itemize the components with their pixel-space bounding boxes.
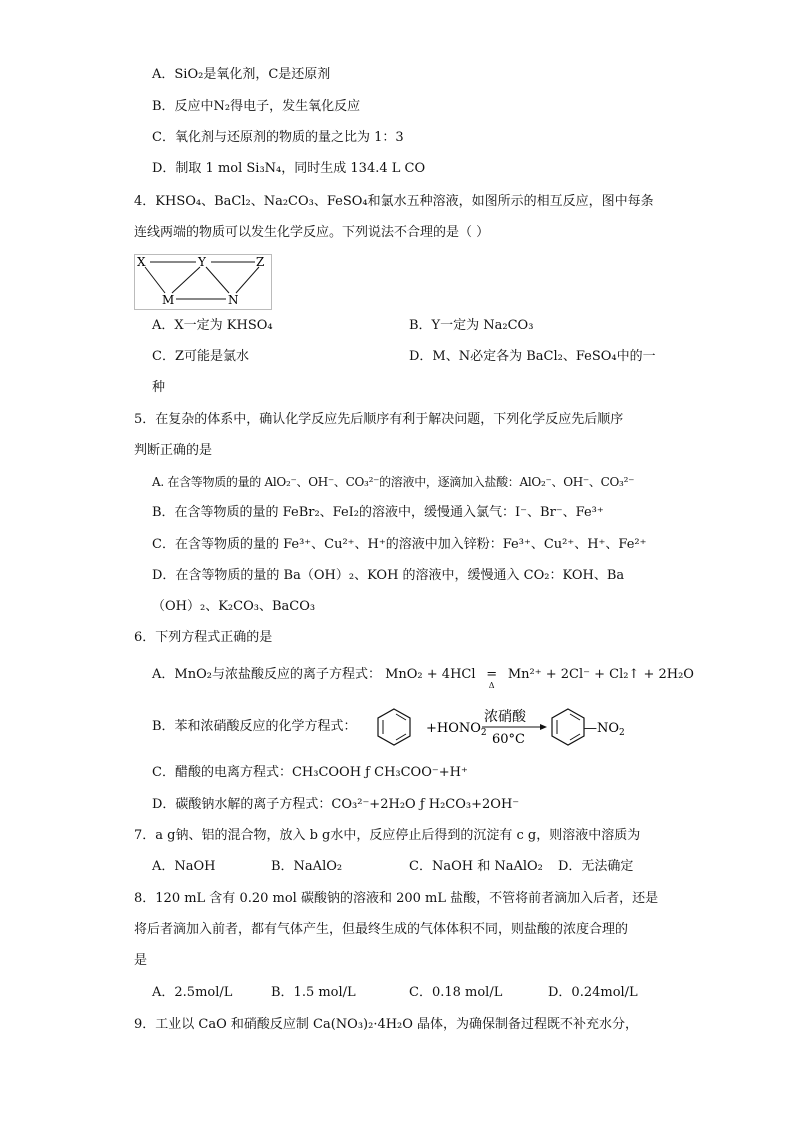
q4-stem-line1: 4．KHSO₄、BaCl₂、Na₂CO₃、FeSO₄和氯水五种溶液，如图所示的相互反应，图中每条 bbox=[134, 194, 654, 209]
q5-stem-line1: 5．在复杂的体系中，确认化学反应先后顺序有利于解决问题，下列化学反应先后顺序 bbox=[134, 412, 624, 427]
edge-z-n bbox=[236, 267, 259, 293]
q4-stem-line2: 连线两端的物质可以发生化学反应。下列说法不合理的是（ ） bbox=[134, 225, 490, 240]
q8-stem-line2: 将后者滴加入前者，都有气体产生，但最终生成的气体体积不同，则盐酸的浓度合理的 bbox=[134, 922, 629, 937]
q5-option-c: C．在含等物质的量的 Fe³⁺、Cu²⁺、H⁺的溶液中加入锌粉：Fe³⁺、Cu²⁺、H⁺、Fe²⁺ bbox=[152, 537, 647, 552]
node-n: N bbox=[228, 293, 239, 307]
q4-option-d-line1: D．M、N必定各为 BaCl₂、FeSO₄中的一 bbox=[409, 349, 656, 364]
q7-option-a: A．NaOH bbox=[152, 859, 216, 874]
edge-y-n bbox=[206, 267, 229, 293]
reaction-arrowhead-icon bbox=[540, 724, 547, 730]
q6-option-b-equation bbox=[372, 704, 662, 750]
q4-option-d-line2: 种 bbox=[152, 380, 166, 395]
edge-y-m bbox=[172, 267, 200, 293]
q3-option-b: B．反应中N₂得电子，发生氧化反应 bbox=[152, 99, 361, 114]
node-y: Y bbox=[198, 255, 206, 269]
q6-a-right: Mn²⁺ + 2Cl⁻ + Cl₂↑ + 2H₂O bbox=[507, 667, 694, 682]
q3-option-d: D．制取 1 mol Si₃N₄，同时生成 134.4 L CO bbox=[152, 161, 426, 176]
condition-top: 浓硝酸 bbox=[484, 709, 526, 725]
q6-a-prefix: A．MnO₂与浓盐酸反应的离子方程式： bbox=[152, 667, 381, 682]
q9-stem: 9．工业以 CaO 和硝酸反应制 Ca(NO₃)₂·4H₂O 晶体，为确保制备过程既不补充水分， bbox=[134, 1017, 639, 1032]
q8-stem-line1: 8．120 mL 含有 0.20 mol 碳酸钠的溶液和 200 mL 盐酸，不管将前者滴加入后者，还是 bbox=[134, 891, 659, 906]
q6-a-equals: = bbox=[486, 667, 498, 682]
node-x: X bbox=[137, 255, 146, 269]
q4-option-b: B．Y一定为 Na₂CO₃ bbox=[409, 318, 534, 333]
q6-option-a bbox=[152, 666, 694, 690]
q8-option-d: D．0.24mol/L bbox=[548, 985, 638, 1000]
q5-stem-line2: 判断正确的是 bbox=[134, 443, 213, 458]
q6-a-left: MnO₂ + 4HCl bbox=[385, 667, 476, 682]
q7-stem: 7．a g钠、铝的混合物，放入 b g水中，反应停止后得到的沉淀有 c g，则溶液中溶质为 bbox=[134, 828, 641, 843]
q7-option-d: D．无法确定 bbox=[558, 859, 634, 874]
q3-option-c: C．氧化剂与还原剂的物质的量之比为 1：3 bbox=[152, 130, 404, 145]
q7-option-c: C．NaOH 和 NaAlO₂ bbox=[409, 859, 543, 874]
q6-a-condition bbox=[480, 666, 504, 690]
q7-option-b: B．NaAlO₂ bbox=[271, 859, 343, 874]
q6-a-delta: Δ bbox=[488, 681, 495, 690]
q5-option-a: A. 在含等物质的量的 AlO₂⁻、OH⁻、CO₃²⁻的溶液中，逐滴加入盐酸：AlO₂⁻、OH⁻、CO₃²⁻ bbox=[152, 475, 635, 489]
node-m: M bbox=[162, 293, 175, 307]
q6-option-c: C．醋酸的电离方程式：CH₃COOH ƒ CH₃COO⁻+H⁺ bbox=[152, 765, 468, 780]
q6-stem: 6．下列方程式正确的是 bbox=[134, 630, 273, 645]
q8-stem-line3: 是 bbox=[134, 953, 148, 968]
q5-option-d-line2: （OH）₂、K₂CO₃、BaCO₃ bbox=[152, 599, 316, 614]
node-z: Z bbox=[256, 255, 265, 269]
q8-option-b: B．1.5 mol/L bbox=[271, 985, 356, 1000]
q8-option-c: C．0.18 mol/L bbox=[409, 985, 503, 1000]
q6-option-d: D．碳酸钠水解的离子方程式：CO₃²⁻+2H₂O ƒ H₂CO₃+2OH⁻ bbox=[152, 797, 520, 812]
q4-option-a: A．X一定为 KHSO₄ bbox=[152, 318, 273, 333]
q5-option-d-line1: D．在含等物质的量的 Ba（OH）₂、KOH 的溶液中，缓慢通入 CO₂：KOH、Ba bbox=[152, 568, 625, 583]
q3-option-a: A．SiO₂是氧化剂，C是还原剂 bbox=[152, 67, 331, 82]
condition-bottom: 60°C bbox=[492, 732, 525, 747]
q5-option-b: B．在含等物质的量的 FeBr₂、FeI₂的溶液中，缓慢通入氯气：I⁻、Br⁻、Fe³⁺ bbox=[152, 505, 604, 520]
reagent-hono2: $+HONO_2$ bbox=[426, 721, 487, 738]
product-no2: $—NO_2$ bbox=[584, 721, 625, 738]
q4-reaction-diagram bbox=[134, 254, 272, 310]
q6-option-b-label: B．苯和浓硝酸反应的化学方程式： bbox=[152, 719, 357, 734]
edge-x-m bbox=[145, 267, 165, 293]
q4-option-c: C．Z可能是氯水 bbox=[152, 349, 249, 364]
q8-option-a: A．2.5mol/L bbox=[152, 985, 233, 1000]
